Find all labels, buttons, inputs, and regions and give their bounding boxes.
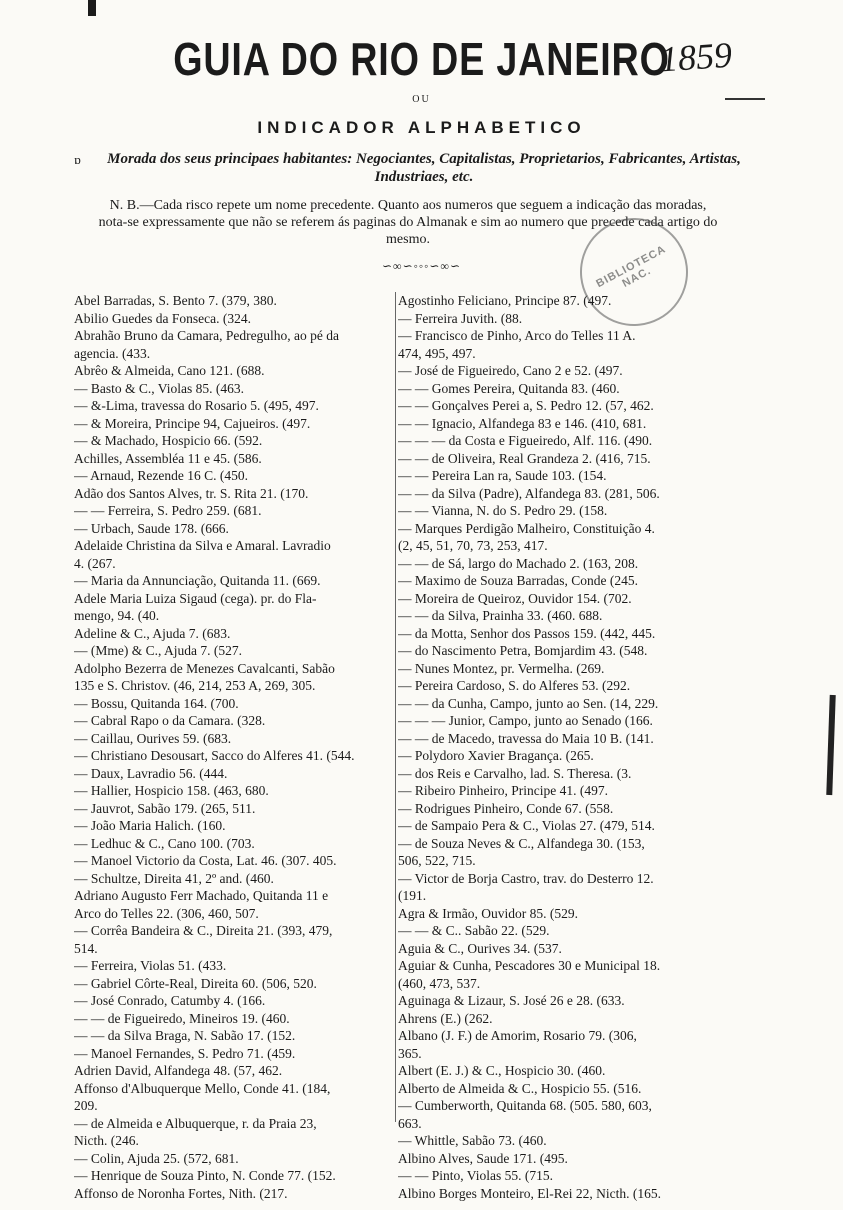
directory-entry: Ahrens (E.) (262. xyxy=(398,1010,493,1026)
directory-entry: Aguinaga & Lizaur, S. José 26 e 28. (633. xyxy=(398,993,625,1008)
directory-entry: 4. (267. xyxy=(74,555,116,571)
directory-entry: — Christiano Desousart, Sacco do Alferes 41. (544. xyxy=(74,748,355,763)
directory-entry: — Manoel Fernandes, S. Pedro 71. (459. xyxy=(74,1045,296,1061)
directory-entry: (191. xyxy=(398,888,427,903)
description-mark: ɒ xyxy=(74,152,81,167)
directory-entry: — — Gomes Pereira, Quitanda 83. (460. xyxy=(398,380,620,396)
directory-entry: — José Conrado, Catumby 4. (166. xyxy=(74,993,266,1008)
directory-entry: — Manoel Victorio da Costa, Lat. 46. (307. 405. xyxy=(74,853,337,868)
directory-entry: — Francisco de Pinho, Arco do Telles 11 A. xyxy=(398,328,636,343)
directory-entry: Achilles, Assembléa 11 e 45. (586. xyxy=(74,450,262,466)
directory-entry: Adolpho Bezerra de Menezes Cavalcanti, Sabão xyxy=(74,660,335,676)
directory-entry: — Ribeiro Pinheiro, Principe 41. (497. xyxy=(398,783,608,798)
directory-entry: Affonso de Noronha Fortes, Nith. (217. xyxy=(74,1185,288,1201)
directory-entry: — — — da Costa e Figueiredo, Alf. 116. (490. xyxy=(398,433,653,448)
directory-entry: — João Maria Halich. (160. xyxy=(74,818,226,833)
directory-entry: — (Mme) & C., Ajuda 7. (527. xyxy=(74,643,242,658)
page-title: GUIA DO RIO DE JANEIRO xyxy=(173,33,670,85)
directory-entry: Aguia & C., Ourives 34. (537. xyxy=(398,940,562,956)
directory-entry: Abrêo & Almeida, Cano 121. (688. xyxy=(74,363,265,378)
ornament-divider: ∽∞∽◦◦◦∽∞∽ xyxy=(381,259,462,273)
page-subtitle: INDICADOR ALPHABETICO xyxy=(257,118,586,137)
directory-entry: — Caillau, Ourives 59. (683. xyxy=(74,730,232,746)
directory-entry: — Ledhuc & C., Cano 100. (703. xyxy=(74,835,255,851)
directory-entry: Abilio Guedes da Fonseca. (324. xyxy=(74,310,251,326)
directory-entry: — Ferreira, Violas 51. (433. xyxy=(74,958,227,973)
directory-entry: Albino Borges Monteiro, El-Rei 22, Nicth. (165. xyxy=(398,1185,661,1201)
directory-entry: — — Pereira Lan ra, Saude 103. (154. xyxy=(398,468,607,483)
directory-entry: — — Vianna, N. do S. Pedro 29. (158. xyxy=(398,503,608,518)
directory-entry: 474, 495, 497. xyxy=(398,345,476,361)
directory-entry: — — Ignacio, Alfandega 83 e 146. (410, 681. xyxy=(398,415,647,431)
directory-entry: Abrahão Bruno da Camara, Pedregulho, ao pé da xyxy=(74,328,340,343)
directory-entry: — Cumberworth, Quitanda 68. (505. 580, 603, xyxy=(398,1098,652,1113)
title-connector: OU xyxy=(412,94,431,105)
directory-entry: — — da Silva, Prainha 33. (460. 688. xyxy=(398,608,603,623)
directory-entry: — Henrique de Souza Pinto, N. Conde 77. (152. xyxy=(74,1168,336,1183)
directory-entry: — de Almeida e Albuquerque, r. da Praia 23, xyxy=(74,1115,317,1131)
directory-entry: 135 e S. Christov. (46, 214, 253 A, 269, 305. xyxy=(74,678,316,693)
directory-entry: — Moreira de Queiroz, Ouvidor 154. (702. xyxy=(398,590,632,606)
directory-entry: Nicth. (246. xyxy=(74,1133,139,1148)
directory-entry: — Cabral Rapo o da Camara. (328. xyxy=(74,713,266,728)
top-ink-mark xyxy=(88,0,96,16)
directory-entry: — Ferreira Juvith. (88. xyxy=(398,310,523,326)
directory-entry: Agra & Irmão, Ouvidor 85. (529. xyxy=(398,905,578,921)
directory-entry: — Jauvrot, Sabão 179. (265, 511. xyxy=(74,800,256,816)
directory-entry: — — Gonçalves Perei a, S. Pedro 12. (57, 462. xyxy=(398,398,654,413)
directory-entry: — da Motta, Senhor dos Passos 159. (442, 445. xyxy=(398,625,656,641)
directory-entry: — — da Silva Braga, N. Sabão 17. (152. xyxy=(74,1028,296,1043)
margin-ink-bar xyxy=(826,695,835,795)
directory-entry: — Maximo de Souza Barradas, Conde (245. xyxy=(398,573,638,588)
directory-entry: Affonso d'Albuquerque Mello, Conde 41. (184, xyxy=(74,1080,331,1096)
directory-entry: — Corrêa Bandeira & C., Direita 21. (393, 479, xyxy=(74,923,333,938)
stamp-text: BIBLIOTECA NAC. xyxy=(594,243,669,291)
directory-entry: — — & C.. Sabão 22. (529. xyxy=(398,923,550,938)
directory-entry: 663. xyxy=(398,1115,422,1131)
directory-entry: — de Souza Neves & C., Alfandega 30. (153, xyxy=(398,835,645,851)
directory-entry: Adelaide Christina da Silva e Amaral. Lavradio xyxy=(74,538,331,553)
directory-entry: Agostinho Feliciano, Principe 87. (497. xyxy=(398,293,612,308)
directory-entry: — Schultze, Direita 41, 2º and. (460. xyxy=(74,870,274,886)
directory-entry: 506, 522, 715. xyxy=(398,853,476,868)
directory-entry: — & Moreira, Principe 94, Cajueiros. (497. xyxy=(74,415,311,431)
directory-entry: — — Pinto, Violas 55. (715. xyxy=(398,1168,553,1183)
directory-entry: — — de Sá, largo do Machado 2. (163, 208. xyxy=(398,555,639,571)
directory-entry: Albano (J. F.) de Amorim, Rosario 79. (306, xyxy=(398,1028,637,1043)
directory-entry: — Bossu, Quitanda 164. (700. xyxy=(74,695,239,711)
directory-entry: Alberto de Almeida & C., Hospicio 55. (516. xyxy=(398,1080,642,1096)
directory-entry: mengo, 94. (40. xyxy=(74,608,160,623)
directory-entry: — — — Junior, Campo, junto ao Senado (166. xyxy=(398,713,653,728)
directory-entry: Albino Alves, Saude 171. (495. xyxy=(398,1150,568,1166)
directory-entry: — do Nascimento Petra, Bomjardim 43. (548. xyxy=(398,643,648,658)
directory-entry: Aguiar & Cunha, Pescadores 30 e Municipal 18. xyxy=(398,958,661,973)
directory-entry: — Whittle, Sabão 73. (460. xyxy=(398,1133,547,1148)
directory-entry: Abel Barradas, S. Bento 7. (379, 380. xyxy=(74,293,277,308)
directory-entry: — de Sampaio Pera & C., Violas 27. (479, 514. xyxy=(398,818,655,833)
directory-entry: — Pereira Cardoso, S. do Alferes 53. (292. xyxy=(398,678,631,693)
directory-entry: — Marques Perdigão Malheiro, Constituição 4. xyxy=(398,520,655,536)
directory-entry: Albert (E. J.) & C., Hospicio 30. (460. xyxy=(398,1063,606,1078)
directory-entry: Adriano Augusto Ferr Machado, Quitanda 11 e xyxy=(74,888,329,903)
directory-entry: — &-Lima, travessa do Rosario 5. (495, 497. xyxy=(74,398,319,413)
directory-entry: (460, 473, 537. xyxy=(398,975,481,991)
directory-entry: — — de Macedo, travessa do Maia 10 B. (141. xyxy=(398,730,654,746)
directory-entry: — Rodrigues Pinheiro, Conde 67. (558. xyxy=(398,800,614,816)
usage-note: N. B.—Cada risco repete um nome precedente. Quanto aos numeros que seguem a indicação das moradas, nota-se expressamente que não se referem ás paginas do Almanak e sim ao numero que precede cada artigo do mesmo. xyxy=(98,198,718,247)
directory-entry: — Arnaud, Rezende 16 C. (450. xyxy=(74,468,248,483)
directory-entry: — Basto & C., Violas 85. (463. xyxy=(74,380,244,396)
directory-entry: agencia. (433. xyxy=(74,345,151,361)
directory-entry: — Gabriel Côrte-Real, Direita 60. (506, 520. xyxy=(74,975,317,991)
directory-entry: 209. xyxy=(74,1098,98,1113)
page-description: Morada dos seus principaes habitantes: Negociantes, Capitalistas, Proprietarios, Fabricantes, Artistas, Industriaes, etc. xyxy=(107,151,741,185)
directory-entry: 365. xyxy=(398,1045,422,1061)
ink-stroke xyxy=(725,98,765,100)
directory-entry: — dos Reis e Carvalho, lad. S. Theresa. (3. xyxy=(398,765,632,781)
directory-entry: Arco do Telles 22. (306, 460, 507. xyxy=(74,905,259,921)
directory-entry: — — da Silva (Padre), Alfandega 83. (281, 506. xyxy=(398,485,660,501)
directory-entry: — — de Figueiredo, Mineiros 19. (460. xyxy=(74,1010,290,1026)
column-divider xyxy=(395,292,396,1122)
directory-entry: — Hallier, Hospicio 158. (463, 680. xyxy=(74,783,269,798)
directory-entry: 514. xyxy=(74,940,98,956)
directory-entry: — Urbach, Saude 178. (666. xyxy=(74,520,229,536)
directory-entry: — — de Oliveira, Real Grandeza 2. (416, 715. xyxy=(398,450,651,466)
directory-entry: — Colin, Ajuda 25. (572, 681. xyxy=(74,1150,239,1166)
handwritten-year: 1859 xyxy=(658,34,734,80)
directory-entry: — Polydoro Xavier Bragança. (265. xyxy=(398,748,594,763)
directory-entry: — Maria da Annunciação, Quitanda 11. (669. xyxy=(74,573,321,588)
directory-entry: — José de Figueiredo, Cano 2 e 52. (497. xyxy=(398,363,623,378)
right-column xyxy=(398,292,728,1202)
directory-entry: — — Ferreira, S. Pedro 259. (681. xyxy=(74,503,262,518)
directory-entry: Adrien David, Alfandega 48. (57, 462. xyxy=(74,1063,283,1078)
directory-entry: — & Machado, Hospicio 66. (592. xyxy=(74,433,263,448)
directory-entry: Adele Maria Luiza Sigaud (cega). pr. do Fla- xyxy=(74,590,317,606)
directory-entry: Adão dos Santos Alves, tr. S. Rita 21. (170. xyxy=(74,485,309,501)
directory-entry: — — da Cunha, Campo, junto ao Sen. (14, 229. xyxy=(398,695,659,711)
directory-entry: — Daux, Lavradio 56. (444. xyxy=(74,765,228,781)
directory-entry: — Nunes Montez, pr. Vermelha. (269. xyxy=(398,660,605,676)
directory-entry: (2, 45, 51, 70, 73, 253, 417. xyxy=(398,538,548,553)
left-column xyxy=(74,292,394,1202)
directory-entry: Adeline & C., Ajuda 7. (683. xyxy=(74,625,231,641)
directory-entry: — Victor de Borja Castro, trav. do Desterro 12. xyxy=(398,870,654,886)
